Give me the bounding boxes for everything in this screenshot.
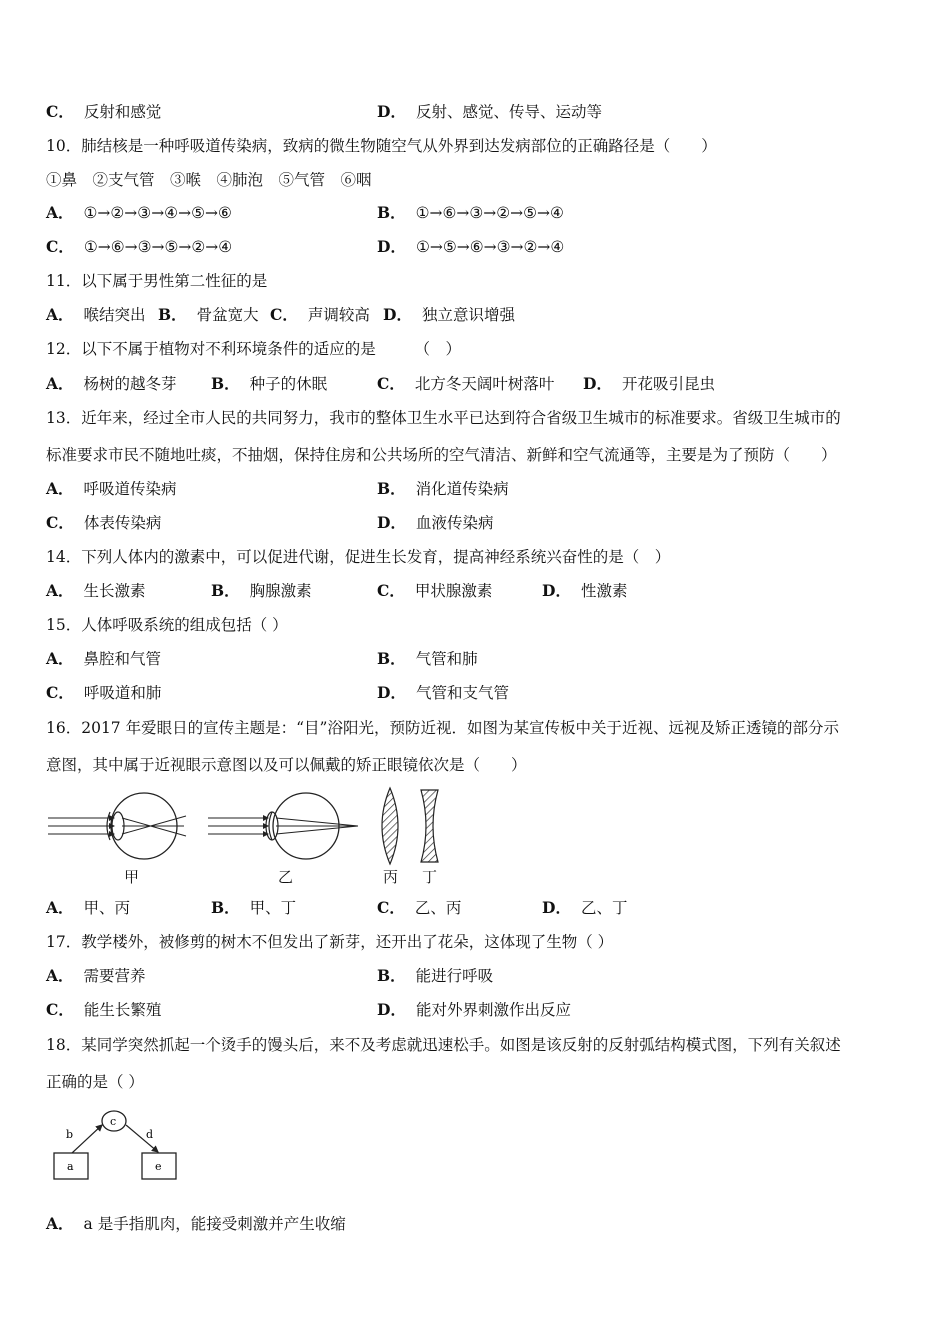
q17-option-b: B． 能进行呼吸	[377, 966, 494, 985]
figure-label-bing: 丙	[383, 868, 399, 886]
q13-stem-line-1: 13．近年来，经过全市人民的共同努力，我市的整体卫生水平已达到符合省级卫生城市的标准要求。省级卫生城市的	[46, 409, 841, 427]
figure-label-ding: 丁	[422, 868, 438, 886]
q16-stem-line-2: 意图，其中属于近视眼示意图以及可以佩戴的矫正眼镜依次是（ ）	[46, 756, 527, 774]
q16-option-d: D． 乙、丁	[542, 898, 628, 917]
q18-option-a: A． a 是手指肌肉，能接受刺激并产生收缩	[46, 1214, 346, 1233]
q17-option-c: C． 能生长繁殖	[46, 1000, 162, 1019]
q15-option-a: A． 鼻腔和气管	[46, 649, 162, 668]
q13-option-a: A． 呼吸道传染病	[46, 479, 177, 498]
q13-option-d: D． 血液传染病	[377, 513, 494, 532]
label-b: b	[66, 1128, 74, 1141]
q15-option-b: B． 气管和肺	[377, 649, 478, 668]
q10-option-d: D． ①→⑤→⑥→③→②→④	[377, 237, 565, 256]
q15-option-c: C． 呼吸道和肺	[46, 683, 162, 702]
concave-lens-ding	[421, 790, 438, 862]
q9-option-c: C． 反射和感觉	[46, 102, 162, 121]
q11-stem: 11．以下属于男性第二性征的是	[46, 272, 268, 290]
convex-lens-bing	[382, 788, 398, 864]
q10-option-c: C． ①→⑥→③→⑤→②→④	[46, 237, 233, 256]
q17-stem: 17．教学楼外，被修剪的树木不但发出了新芽，还开出了花朵，这体现了生物（ ）	[46, 933, 614, 951]
q10-stem: 10．肺结核是一种呼吸道传染病，致病的微生物随空气从外界到达发病部位的正确路径是（ ）	[46, 137, 717, 155]
q10-option-a: A． ①→②→③→④→⑤→⑥	[46, 203, 232, 222]
eye-diagram-jia	[48, 793, 186, 859]
q16-option-a: A． 甲、丙	[46, 898, 131, 917]
q14-option-c: C． 甲状腺激素	[377, 581, 493, 600]
q9-option-d: D． 反射、感觉、传导、运动等	[377, 102, 602, 121]
q15-option-d: D． 气管和支气管	[377, 683, 509, 702]
label-c: c	[110, 1115, 117, 1128]
q14-option-a: A． 生长激素	[46, 581, 146, 600]
q13-option-b: B． 消化道传染病	[377, 479, 509, 498]
q12-option-a: A． 杨树的越冬芽	[46, 374, 177, 393]
label-e: e	[155, 1160, 162, 1173]
q12-stem: 12．以下不属于植物对不利环境条件的适应的是 （ ）	[46, 340, 461, 358]
q14-option-b: B． 胸腺激素	[211, 581, 312, 600]
q13-option-c: C． 体表传染病	[46, 513, 162, 532]
q12-option-c: C． 北方冬天阔叶树落叶	[377, 374, 555, 393]
q17-option-a: A． 需要营养	[46, 966, 146, 985]
label-d: d	[146, 1128, 154, 1141]
q11-option-b: B． 骨盆宽大	[158, 305, 259, 324]
q11-option-a: A． 喉结突出	[46, 305, 146, 324]
q16-stem-line-1: 16．2017 年爱眼日的宣传主题是：“目”浴阳光，预防近视．如图为某宣传板中关于近视、远视及矫正透镜的部分示	[46, 719, 839, 737]
label-a: a	[67, 1160, 74, 1173]
reflex-arc-diagram	[50, 1105, 190, 1185]
q11-option-c: C． 声调较高	[270, 305, 370, 324]
figure-label-jia: 甲	[124, 868, 140, 886]
figure-label-yi: 乙	[278, 868, 294, 886]
q17-option-d: D． 能对外界刺激作出反应	[377, 1000, 571, 1019]
q11-option-d: D． 独立意识增强	[383, 305, 515, 324]
q18-stem-line-2: 正确的是（ ）	[46, 1073, 144, 1091]
q14-option-d: D． 性激素	[542, 581, 628, 600]
q13-stem-line-2: 标准要求市民不随地吐痰，不抽烟，保持住房和公共场所的空气清洁、新鲜和空气流通等，主要是为了预防（ ）	[46, 446, 837, 464]
q12-option-b: B． 种子的休眠	[211, 374, 328, 393]
q10-option-b: B． ①→⑥→③→②→⑤→④	[377, 203, 564, 222]
eye-diagram-yi	[208, 793, 358, 859]
eye-lens-figure	[44, 786, 464, 888]
q16-option-c: C． 乙、丙	[377, 898, 462, 917]
q12-option-d: D． 开花吸引昆虫	[583, 374, 715, 393]
q10-items: ①鼻 ②支气管 ③喉 ④肺泡 ⑤气管 ⑥咽	[46, 171, 372, 189]
q16-option-b: B． 甲、丁	[211, 898, 297, 917]
q18-stem-line-1: 18．某同学突然抓起一个烫手的馒头后，来不及考虑就迅速松手。如图是该反射的反射弧结构模式图，下列有关叙述	[46, 1036, 841, 1054]
q15-stem: 15．人体呼吸系统的组成包括（ ）	[46, 616, 288, 634]
q14-stem: 14．下列人体内的激素中，可以促进代谢，促进生长发育，提高神经系统兴奋性的是（ ）	[46, 548, 671, 566]
